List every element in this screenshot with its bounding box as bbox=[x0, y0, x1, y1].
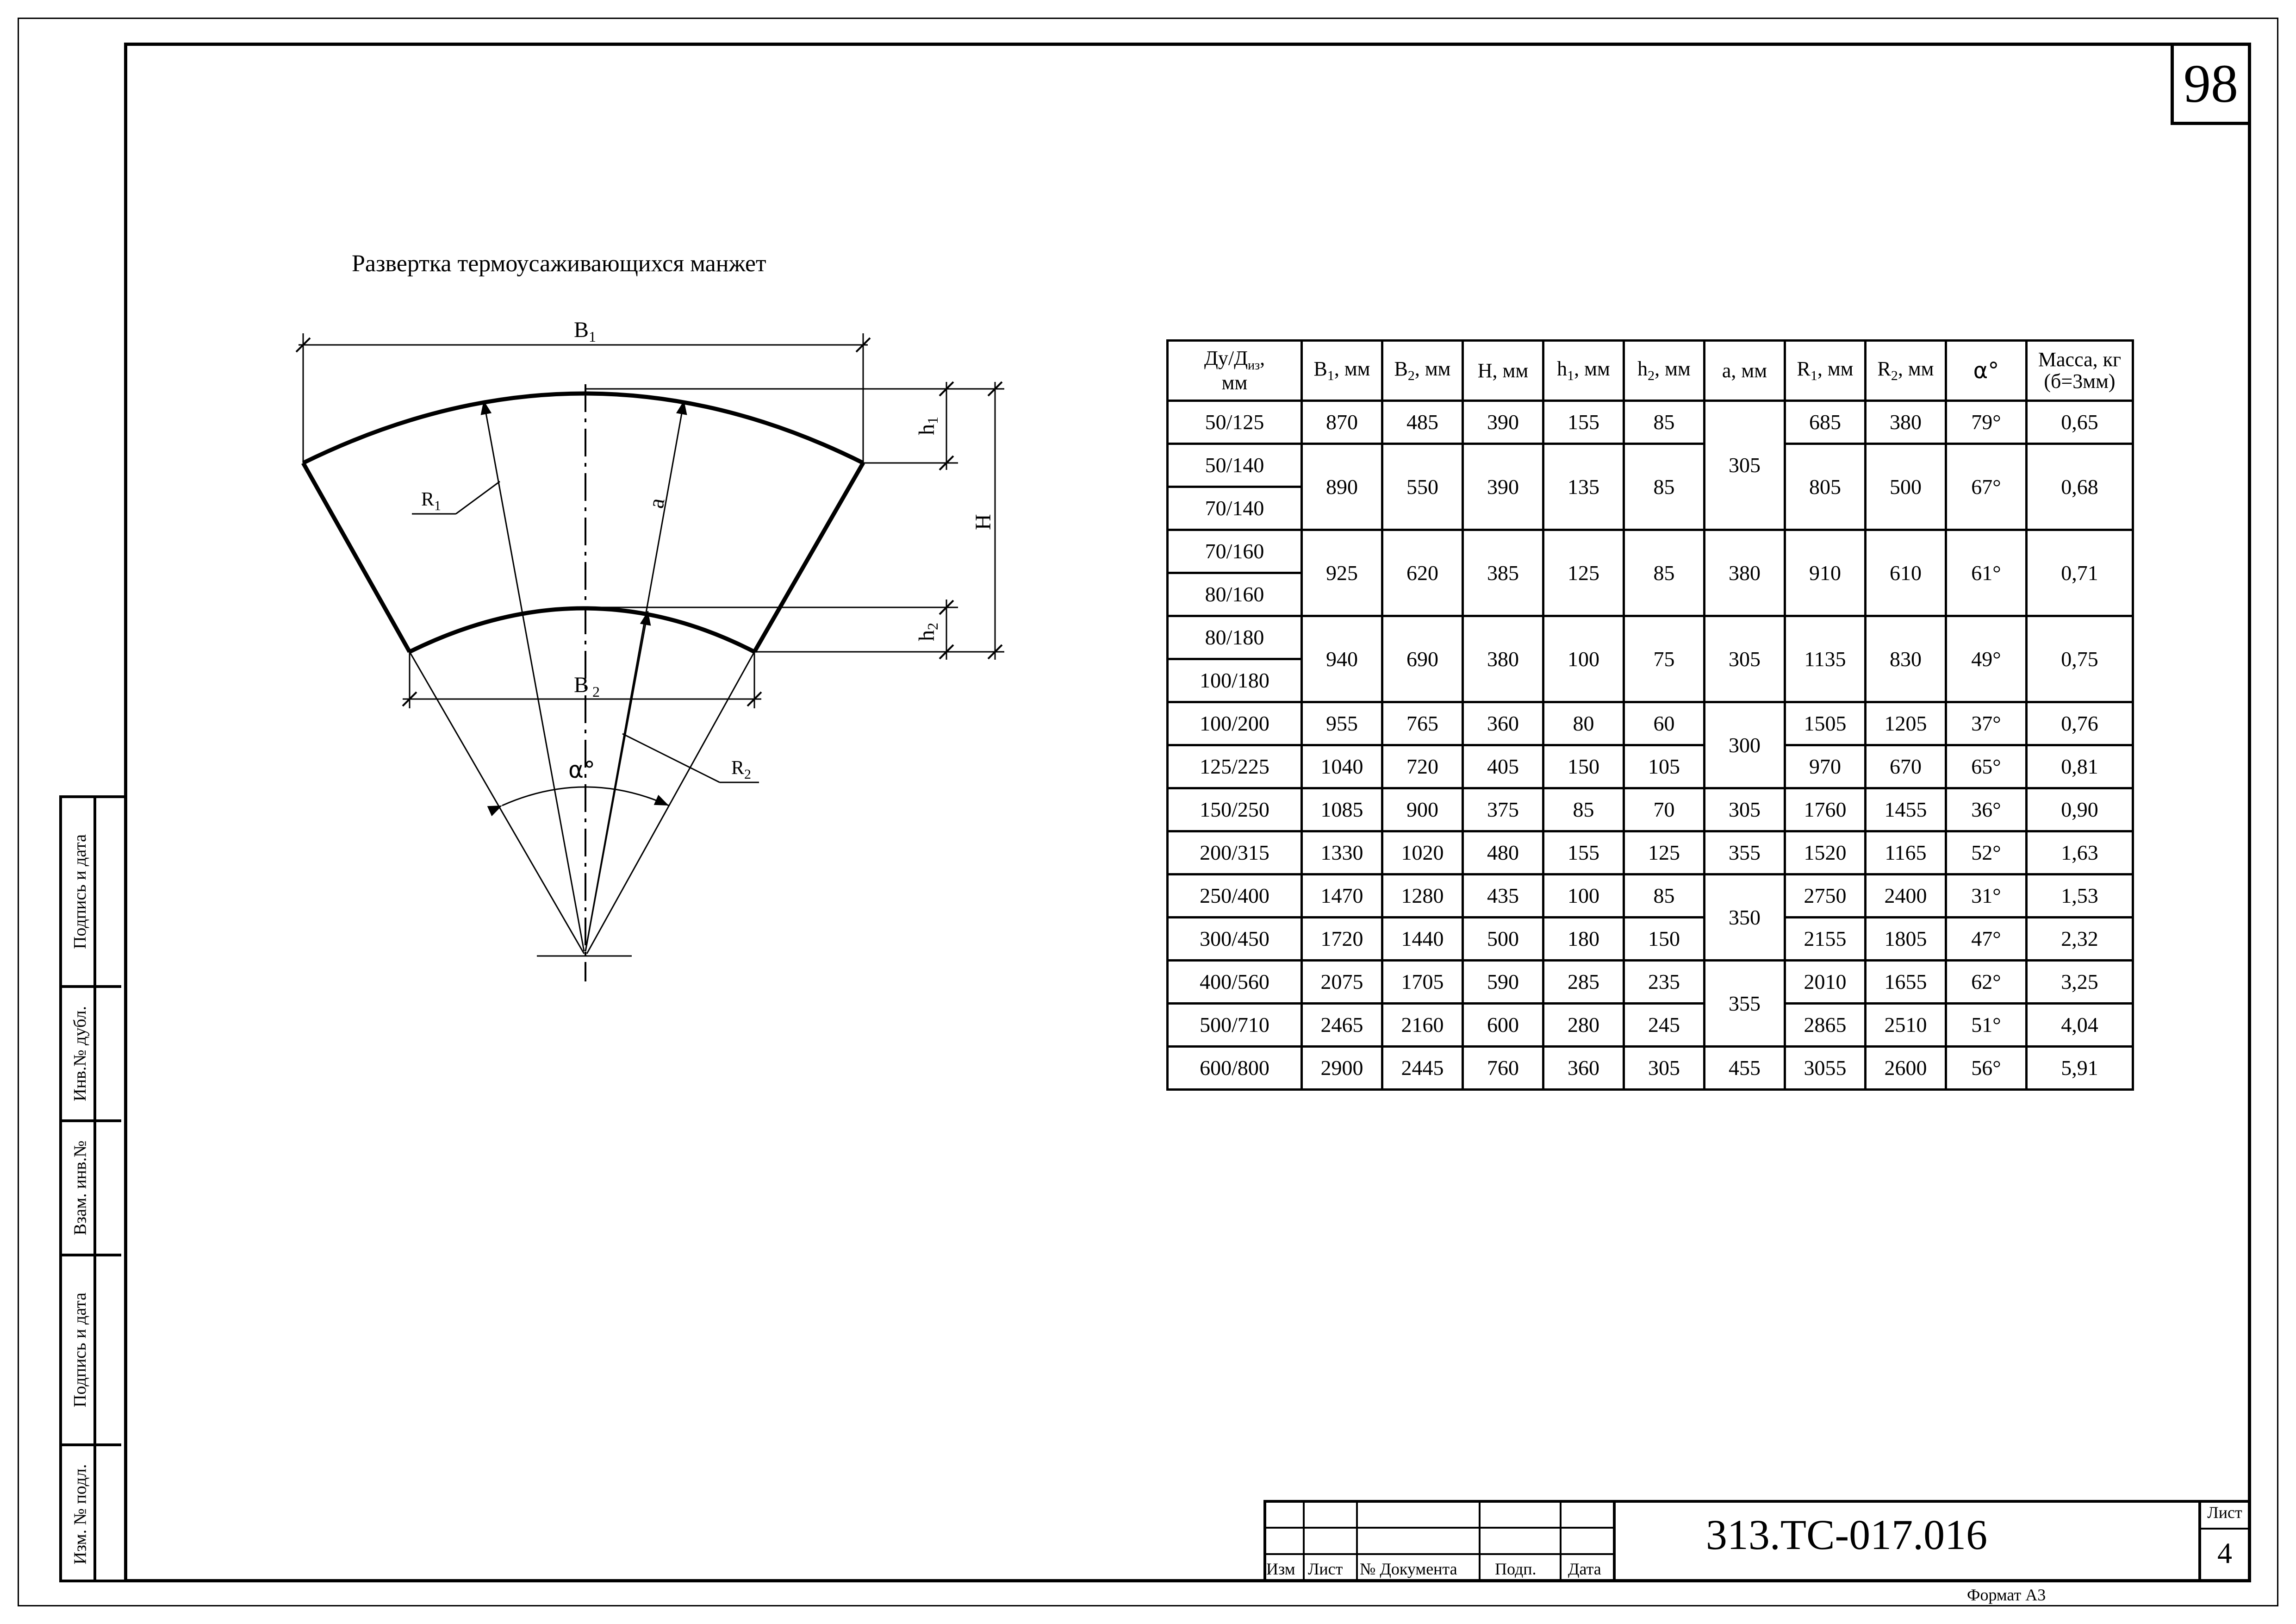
tb-data-label: Дата bbox=[1568, 1560, 1601, 1578]
inner-arc bbox=[410, 608, 754, 652]
cell-h2: 85 bbox=[1624, 444, 1705, 530]
cell-mass: 0,65 bbox=[2027, 401, 2133, 444]
right-edge bbox=[754, 463, 863, 652]
cell-b2: 2160 bbox=[1382, 1004, 1463, 1047]
table-row bbox=[1168, 1047, 2133, 1090]
cell-b1: 1470 bbox=[1302, 874, 1382, 918]
cell-alpha: 62° bbox=[1946, 961, 2027, 1004]
cell-h: 760 bbox=[1463, 1047, 1543, 1090]
cell-h1: 180 bbox=[1543, 918, 1624, 961]
cell-mass: 2,32 bbox=[2027, 918, 2133, 961]
header-alpha: α° bbox=[1946, 341, 2027, 401]
cell-h: 480 bbox=[1463, 831, 1543, 874]
label-alpha: α° bbox=[568, 756, 595, 783]
cell-b1: 1720 bbox=[1302, 918, 1382, 961]
cell-r2: 830 bbox=[1866, 616, 1946, 702]
cell-h2: 105 bbox=[1624, 745, 1705, 788]
cell-du: 50/140 bbox=[1168, 444, 1302, 487]
cuff-development-drawing bbox=[0, 0, 1111, 1018]
strip-cell-inv-podl bbox=[62, 1446, 121, 1582]
cell-du: 600/800 bbox=[1168, 1047, 1302, 1090]
cell-b1: 870 bbox=[1302, 401, 1382, 444]
cell-b1: 2465 bbox=[1302, 1004, 1382, 1047]
cell-b2: 1705 bbox=[1382, 961, 1463, 1004]
table-row bbox=[1168, 831, 2133, 874]
cell-h2: 125 bbox=[1624, 831, 1705, 874]
strip-label: Подпись и дата bbox=[70, 1292, 90, 1408]
cell-h2: 85 bbox=[1624, 874, 1705, 918]
cell-b1: 940 bbox=[1302, 616, 1382, 702]
cell-a: 305 bbox=[1705, 616, 1785, 702]
cell-h: 385 bbox=[1463, 530, 1543, 616]
cell-a: 350 bbox=[1705, 874, 1785, 961]
cell-alpha: 65° bbox=[1946, 745, 2027, 788]
tb-doc-label: № Документа bbox=[1360, 1560, 1457, 1578]
cell-r2: 670 bbox=[1866, 745, 1946, 788]
cell-h2: 235 bbox=[1624, 961, 1705, 1004]
cell-h2: 60 bbox=[1624, 702, 1705, 745]
cell-alpha: 51° bbox=[1946, 1004, 2027, 1047]
cell-b1: 925 bbox=[1302, 530, 1382, 616]
document-number: 313.ТС-017.016 bbox=[1705, 1511, 1988, 1558]
strip-label: Взам. инв.№ bbox=[70, 1140, 90, 1236]
cell-alpha: 61° bbox=[1946, 530, 2027, 616]
cuff-dimensions-table bbox=[1166, 339, 2134, 1091]
cell-mass: 3,25 bbox=[2027, 961, 2133, 1004]
cell-alpha: 49° bbox=[1946, 616, 2027, 702]
cell-a: 305 bbox=[1705, 401, 1785, 530]
cell-r2: 2600 bbox=[1866, 1047, 1946, 1090]
table-row bbox=[1168, 702, 2133, 745]
cell-du: 70/140 bbox=[1168, 487, 1302, 530]
table-row bbox=[1168, 961, 2133, 1004]
cell-du: 80/180 bbox=[1168, 616, 1302, 659]
sheet-number: 98 bbox=[2171, 43, 2251, 125]
cell-r2: 2400 bbox=[1866, 874, 1946, 918]
cell-b1: 1040 bbox=[1302, 745, 1382, 788]
cell-b2: 2445 bbox=[1382, 1047, 1463, 1090]
cell-du: 300/450 bbox=[1168, 918, 1302, 961]
table-row bbox=[1168, 616, 2133, 659]
table-row bbox=[1168, 745, 2133, 788]
cell-h: 405 bbox=[1463, 745, 1543, 788]
cell-r1: 2865 bbox=[1785, 1004, 1866, 1047]
cell-b2: 690 bbox=[1382, 616, 1463, 702]
cell-r2: 1165 bbox=[1866, 831, 1946, 874]
cell-h1: 155 bbox=[1543, 831, 1624, 874]
header-b1: $B_1$, мм bbox=[1302, 341, 1382, 401]
cell-h: 590 bbox=[1463, 961, 1543, 1004]
header-h1: $h_1$, мм bbox=[1543, 341, 1624, 401]
cell-mass: 1,53 bbox=[2027, 874, 2133, 918]
cell-r1: 1505 bbox=[1785, 702, 1866, 745]
cell-b2: 720 bbox=[1382, 745, 1463, 788]
cell-h2: 150 bbox=[1624, 918, 1705, 961]
cell-r1: 805 bbox=[1785, 444, 1866, 530]
drawing-title: Развертка термоусаживающихся манжет bbox=[352, 250, 766, 277]
cell-b2: 1440 bbox=[1382, 918, 1463, 961]
cell-r2: 610 bbox=[1866, 530, 1946, 616]
label-h2: h2 bbox=[915, 623, 941, 641]
table-row bbox=[1168, 530, 2133, 573]
cell-b2: 550 bbox=[1382, 444, 1463, 530]
cell-r2: 1455 bbox=[1866, 788, 1946, 831]
label-b2: B $_2$ bbox=[574, 673, 600, 700]
cell-h2: 70 bbox=[1624, 788, 1705, 831]
cell-mass: 0,76 bbox=[2027, 702, 2133, 745]
cell-du: 400/560 bbox=[1168, 961, 1302, 1004]
cell-h: 380 bbox=[1463, 616, 1543, 702]
cell-mass: 0,90 bbox=[2027, 788, 2133, 831]
cell-a: 300 bbox=[1705, 702, 1785, 788]
cell-h1: 85 bbox=[1543, 788, 1624, 831]
header-du: $Ду/Д_{из}$, мм bbox=[1168, 341, 1302, 401]
cell-r1: 3055 bbox=[1785, 1047, 1866, 1090]
cell-r2: 1205 bbox=[1866, 702, 1946, 745]
cell-b2: 1280 bbox=[1382, 874, 1463, 918]
outer-arc bbox=[303, 394, 863, 463]
cell-r1: 685 bbox=[1785, 401, 1866, 444]
cell-b1: 955 bbox=[1302, 702, 1382, 745]
header-r1: $R_1$, мм bbox=[1785, 341, 1866, 401]
cell-r2: 1805 bbox=[1866, 918, 1946, 961]
cell-h: 600 bbox=[1463, 1004, 1543, 1047]
sheet-index: 4 bbox=[2217, 1537, 2232, 1569]
cell-r2: 1655 bbox=[1866, 961, 1946, 1004]
cell-du: 70/160 bbox=[1168, 530, 1302, 573]
cell-alpha: 52° bbox=[1946, 831, 2027, 874]
cell-h1: 100 bbox=[1543, 874, 1624, 918]
header-r2: $R_2$, мм bbox=[1866, 341, 1946, 401]
cell-a: 380 bbox=[1705, 530, 1785, 616]
paper-format: Формат А3 bbox=[1967, 1586, 2046, 1604]
cell-du: 80/160 bbox=[1168, 573, 1302, 616]
cell-du: 500/710 bbox=[1168, 1004, 1302, 1047]
cell-r1: 2750 bbox=[1785, 874, 1866, 918]
cell-du: 200/315 bbox=[1168, 831, 1302, 874]
tb-list-label: Лист bbox=[1308, 1560, 1343, 1578]
cell-alpha: 56° bbox=[1946, 1047, 2027, 1090]
cell-r2: 2510 bbox=[1866, 1004, 1946, 1047]
label-r1: $R_1$ bbox=[421, 489, 442, 513]
table-header-row bbox=[1168, 341, 2133, 401]
table-row bbox=[1168, 1004, 2133, 1047]
sheet-label: Лист bbox=[2207, 1503, 2242, 1522]
cell-b2: 765 bbox=[1382, 702, 1463, 745]
cell-h1: 360 bbox=[1543, 1047, 1624, 1090]
cell-mass: 0,71 bbox=[2027, 530, 2133, 616]
cell-h2: 85 bbox=[1624, 401, 1705, 444]
cell-alpha: 47° bbox=[1946, 918, 2027, 961]
cell-r1: 1135 bbox=[1785, 616, 1866, 702]
cell-h1: 80 bbox=[1543, 702, 1624, 745]
cell-h: 375 bbox=[1463, 788, 1543, 831]
cell-r1: 1760 bbox=[1785, 788, 1866, 831]
cell-h: 390 bbox=[1463, 444, 1543, 530]
cell-h1: 155 bbox=[1543, 401, 1624, 444]
r1-leader bbox=[456, 481, 500, 514]
label-H: H bbox=[971, 514, 996, 530]
ray-left bbox=[410, 652, 584, 954]
table-row bbox=[1168, 401, 2133, 444]
label-r2: $R_2$ bbox=[731, 757, 752, 782]
cell-h1: 285 bbox=[1543, 961, 1624, 1004]
cell-h2: 305 bbox=[1624, 1047, 1705, 1090]
label-b1: $B_1$ bbox=[574, 318, 597, 345]
cell-h: 360 bbox=[1463, 702, 1543, 745]
cell-du: 100/180 bbox=[1168, 659, 1302, 702]
cell-du: 150/250 bbox=[1168, 788, 1302, 831]
cell-r2: 500 bbox=[1866, 444, 1946, 530]
cell-b2: 1020 bbox=[1382, 831, 1463, 874]
cell-h1: 280 bbox=[1543, 1004, 1624, 1047]
cell-a: 355 bbox=[1705, 961, 1785, 1047]
strip-label: Подпись и дата bbox=[70, 834, 90, 949]
table-row bbox=[1168, 874, 2133, 918]
cell-b2: 620 bbox=[1382, 530, 1463, 616]
cell-a: 355 bbox=[1705, 831, 1785, 874]
cell-a: 305 bbox=[1705, 788, 1785, 831]
cell-alpha: 79° bbox=[1946, 401, 2027, 444]
cell-b1: 2075 bbox=[1302, 961, 1382, 1004]
cell-h1: 125 bbox=[1543, 530, 1624, 616]
cell-mass: 4,04 bbox=[2027, 1004, 2133, 1047]
table-row bbox=[1168, 444, 2133, 487]
cell-r1: 2155 bbox=[1785, 918, 1866, 961]
tb-podp-label: Подп. bbox=[1495, 1560, 1537, 1578]
cell-h: 435 bbox=[1463, 874, 1543, 918]
cell-h1: 150 bbox=[1543, 745, 1624, 788]
cell-mass: 0,75 bbox=[2027, 616, 2133, 702]
cell-mass: 0,81 bbox=[2027, 745, 2133, 788]
cell-r1: 970 bbox=[1785, 745, 1866, 788]
cell-alpha: 67° bbox=[1946, 444, 2027, 530]
cell-du: 250/400 bbox=[1168, 874, 1302, 918]
cell-mass: 1,63 bbox=[2027, 831, 2133, 874]
cell-b1: 890 bbox=[1302, 444, 1382, 530]
cell-h: 390 bbox=[1463, 401, 1543, 444]
cell-du: 125/225 bbox=[1168, 745, 1302, 788]
label-h1: h1 bbox=[915, 417, 941, 435]
cell-b2: 485 bbox=[1382, 401, 1463, 444]
left-edge bbox=[303, 463, 410, 652]
cell-r1: 910 bbox=[1785, 530, 1866, 616]
strip-label: Изм. № подл. bbox=[70, 1464, 90, 1565]
cell-alpha: 31° bbox=[1946, 874, 2027, 918]
cell-b1: 1330 bbox=[1302, 831, 1382, 874]
tb-izm-label: Изм bbox=[1266, 1560, 1295, 1578]
cell-b1: 1085 bbox=[1302, 788, 1382, 831]
strip-label: Инв.№ дубл. bbox=[70, 1006, 90, 1101]
cell-h: 500 bbox=[1463, 918, 1543, 961]
cell-r2: 380 bbox=[1866, 401, 1946, 444]
header-a: a, мм bbox=[1705, 341, 1785, 401]
strip-cell-signature-bottom bbox=[62, 1256, 121, 1446]
cell-mass: 0,68 bbox=[2027, 444, 2133, 530]
cell-alpha: 36° bbox=[1946, 788, 2027, 831]
header-h2: $h_2$, мм bbox=[1624, 341, 1705, 401]
cell-h1: 100 bbox=[1543, 616, 1624, 702]
cell-r1: 2010 bbox=[1785, 961, 1866, 1004]
header-mass: Масса, кг (б=3мм) bbox=[2027, 341, 2133, 401]
cell-b2: 900 bbox=[1382, 788, 1463, 831]
cell-du: 100/200 bbox=[1168, 702, 1302, 745]
strip-cell-vzam-inv bbox=[62, 1122, 121, 1256]
cell-alpha: 37° bbox=[1946, 702, 2027, 745]
cell-h2: 245 bbox=[1624, 1004, 1705, 1047]
cell-h2: 85 bbox=[1624, 530, 1705, 616]
table-row bbox=[1168, 918, 2133, 961]
cell-b1: 2900 bbox=[1302, 1047, 1382, 1090]
table-row bbox=[1168, 788, 2133, 831]
label-a: a bbox=[643, 496, 670, 510]
cell-a: 455 bbox=[1705, 1047, 1785, 1090]
header-b2: $B_2$, мм bbox=[1382, 341, 1463, 401]
cell-du: 50/125 bbox=[1168, 401, 1302, 444]
cell-r1: 1520 bbox=[1785, 831, 1866, 874]
header-h: H, мм bbox=[1463, 341, 1543, 401]
cell-h2: 75 bbox=[1624, 616, 1705, 702]
cell-h1: 135 bbox=[1543, 444, 1624, 530]
cell-mass: 5,91 bbox=[2027, 1047, 2133, 1090]
